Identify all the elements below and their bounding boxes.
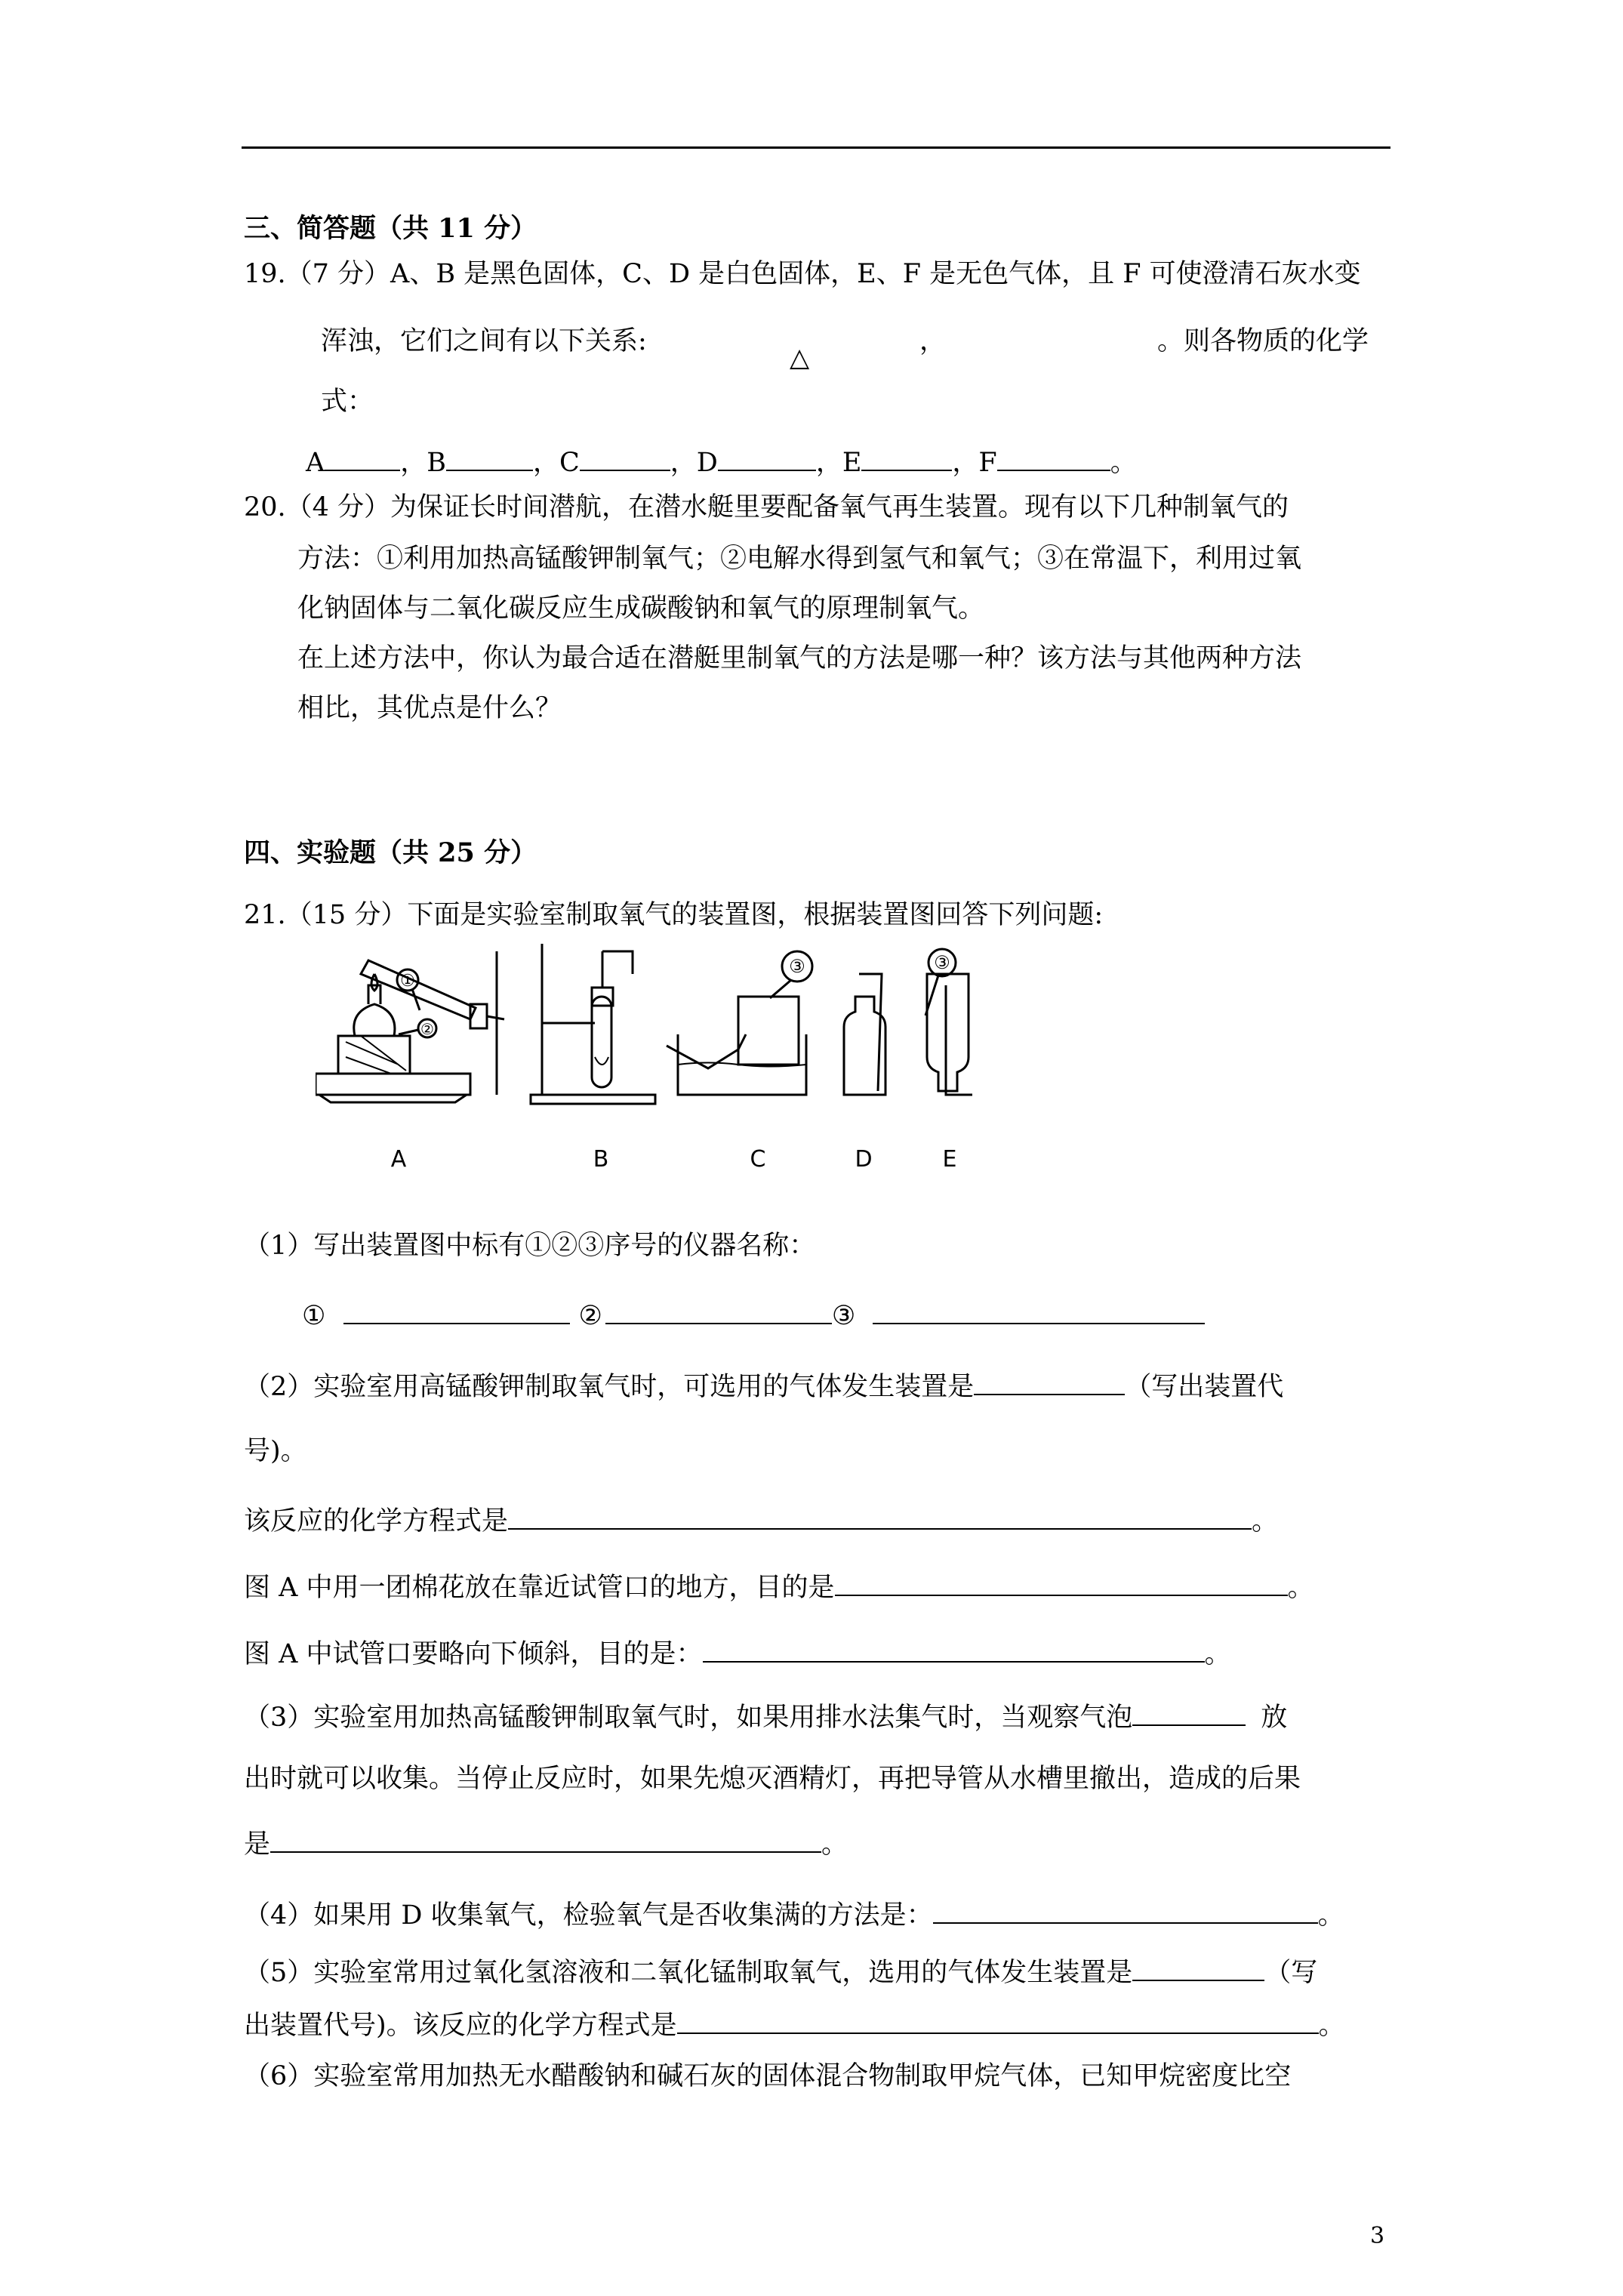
q21-p2f-end: 。 <box>1204 1639 1231 1669</box>
q21-p2-line4 <box>244 1570 1314 1603</box>
q21-p2-line1 <box>244 1370 1283 1402</box>
q19-line2a: 浑浊，它们之间有以下关系: <box>321 326 647 356</box>
q20-line5: 相比，其优点是什么？ <box>297 693 562 723</box>
q21-p5a: （5）实验室常用过氧化氢溶液和二氧化锰制取氧气，选用的气体发生装置是 <box>244 1958 1133 1988</box>
p4-blank-method[interactable] <box>933 1898 1318 1924</box>
q19-line1: 19.（7 分）A、B 是黑色固体，C、D 是白色固体，E、F 是无色气体，且 F 可使澄清石灰水变 <box>244 259 1361 289</box>
q19-label-e: ，E <box>815 448 862 478</box>
q19-label-f: ，F <box>952 448 997 478</box>
p2-blank-device[interactable] <box>974 1370 1125 1395</box>
q19-line2c: 。则各物质的化学 <box>1157 326 1369 356</box>
q21-p5c: 出装置代号)。该反应的化学方程式是 <box>244 2011 677 2041</box>
q21-p2c: 号)。 <box>244 1436 307 1466</box>
q20-line2: 方法：①利用加热高锰酸钾制氧气；②电解水得到氢气和氧气；③在常温下，利用过氧 <box>297 544 1302 574</box>
p1-blank-3[interactable] <box>873 1299 1205 1324</box>
q19-answer-row <box>306 445 1137 478</box>
p2-blank-tilt[interactable] <box>703 1637 1205 1663</box>
p1-mark-3: ③ <box>831 1301 856 1331</box>
p2-blank-equation[interactable] <box>508 1504 1252 1530</box>
p5-blank-equation[interactable] <box>677 2008 1319 2034</box>
heating-triangle-symbol: △ <box>790 343 810 373</box>
q20-line4: 在上述方法中，你认为最合适在潜艇里制氧气的方法是哪一种？该方法与其他两种方法 <box>297 643 1302 673</box>
q19-label-a: A <box>306 448 325 478</box>
q19-blank-e[interactable] <box>861 445 952 471</box>
q19-line2b: ， <box>919 326 947 356</box>
header-rule <box>242 146 1390 149</box>
q21-p3b: 放 <box>1261 1703 1288 1733</box>
apparatus-figure <box>316 944 1033 1185</box>
q21-p5-line2 <box>244 2008 1345 2041</box>
q21-p3a: （3）实验室用加热高锰酸钾制取氧气时，如果用排水法集气时，当观察气泡 <box>244 1703 1133 1733</box>
page-number: 3 <box>1370 2223 1385 2249</box>
q19-blank-f[interactable] <box>997 445 1110 471</box>
q19-label-d: ，D <box>670 448 718 478</box>
p1-mark-2: ② <box>578 1301 602 1331</box>
q21-p4-line <box>244 1898 1344 1931</box>
q21-p4-end: 。 <box>1317 1900 1344 1931</box>
q21-p5b: （写 <box>1264 1958 1318 1988</box>
q19-line3: 式： <box>321 387 374 417</box>
q21-p2d: 该反应的化学方程式是 <box>244 1506 509 1536</box>
q19-label-b: ，B <box>400 448 447 478</box>
marker-3-e: ③ <box>934 952 950 973</box>
q19-blank-b[interactable] <box>446 445 533 471</box>
apparatus-b <box>531 944 655 1104</box>
q19-blank-a[interactable] <box>325 445 400 471</box>
q21-p2-line5 <box>244 1637 1231 1669</box>
p3-blank-bubbles[interactable] <box>1132 1700 1246 1726</box>
q21-p5-line1 <box>244 1955 1317 1988</box>
q21-p3d: 是 <box>244 1829 271 1860</box>
q19-end: 。 <box>1110 448 1137 478</box>
label-c: C <box>750 1146 766 1173</box>
apparatus-d <box>844 974 885 1095</box>
label-b: B <box>593 1146 609 1173</box>
q21-p4: （4）如果用 D 收集氧气，检验氧气是否收集满的方法是： <box>244 1900 933 1931</box>
q19-label-c: ，C <box>533 448 580 478</box>
q21-p6: （6）实验室常用加热无水醋酸钠和碱石灰的固体混合物制取甲烷气体，已知甲烷密度比空 <box>244 2061 1292 2091</box>
q19-blank-c[interactable] <box>580 445 670 471</box>
q21-p2a: （2）实验室用高锰酸钾制取氧气时，可选用的气体发生装置是 <box>244 1372 975 1402</box>
label-d: D <box>855 1146 873 1173</box>
q21-p2e: 图 A 中用一团棉花放在靠近试管口的地方，目的是 <box>244 1573 835 1603</box>
q20-line1: 20.（4 分）为保证长时间潜航，在潜水艇里要配备氧气再生装置。现有以下几种制氧气的 <box>244 492 1289 522</box>
p1-blank-1[interactable] <box>343 1299 570 1324</box>
label-e: E <box>942 1146 957 1173</box>
q21-p2d-end: 。 <box>1252 1506 1279 1536</box>
p5-blank-device[interactable] <box>1132 1955 1264 1981</box>
q21-p5c-end: 。 <box>1318 2011 1345 2041</box>
q20-line3: 化钠固体与二氧化碳反应生成碳酸钠和氧气的原理制氧气。 <box>297 593 985 624</box>
q21-intro: 21.（15 分）下面是实验室制取氧气的装置图，根据装置图回答下列问题: <box>244 900 1104 930</box>
p1-blank-2[interactable] <box>605 1299 832 1324</box>
p1-mark-1: ① <box>302 1301 326 1331</box>
q21-p1: （1）写出装置图中标有①②③序号的仪器名称： <box>244 1231 816 1261</box>
q21-p1-answer-row <box>302 1299 1205 1331</box>
marker-3-c: ③ <box>789 956 805 977</box>
section3-heading: 三、简答题（共 11 分） <box>244 213 537 244</box>
q21-p3c: 出时就可以收集。当停止反应时，如果先熄灭酒精灯，再把导管从水槽里撤出，造成的后果 <box>244 1764 1301 1794</box>
section4-heading: 四、实验题（共 25 分） <box>244 837 537 868</box>
p3-blank-consequence[interactable] <box>270 1827 821 1853</box>
q21-p2-line3 <box>244 1504 1278 1536</box>
label-a: A <box>390 1146 407 1173</box>
p2-blank-cotton[interactable] <box>835 1570 1288 1596</box>
marker-1: ① <box>400 972 415 991</box>
marker-2: ② <box>420 1020 434 1038</box>
q21-p3-line1 <box>244 1700 1287 1733</box>
q21-p2f: 图 A 中试管口要略向下倾斜，目的是： <box>244 1639 703 1669</box>
q21-p2b: （写出装置代 <box>1125 1372 1284 1402</box>
q21-p3-line3 <box>244 1827 848 1860</box>
q21-p3d-end: 。 <box>821 1829 848 1860</box>
q19-blank-d[interactable] <box>718 445 816 471</box>
q21-p2e-end: 。 <box>1287 1573 1314 1603</box>
